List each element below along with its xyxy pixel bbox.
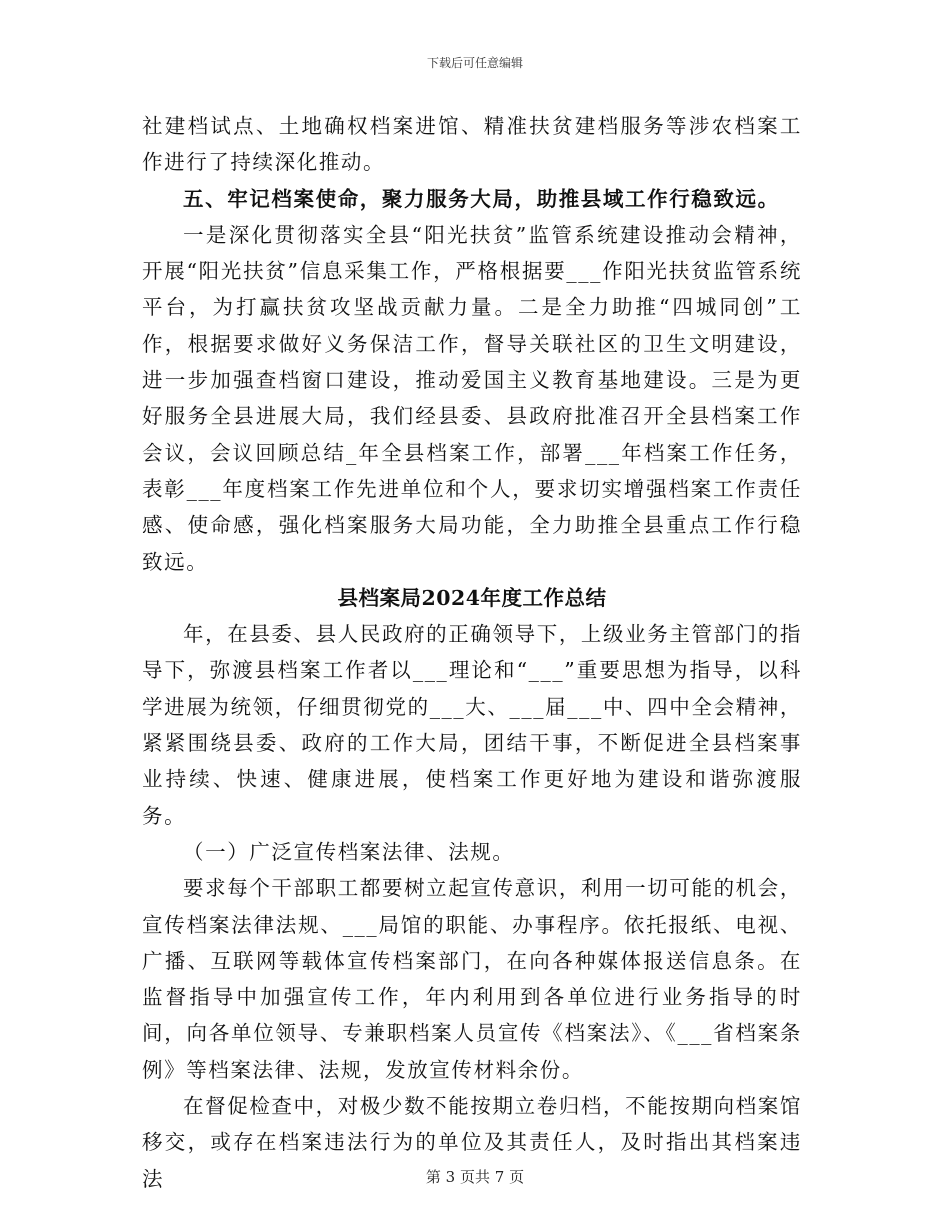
subsection-paragraph: 要求每个干部职工都要树立起宣传意识，利用一切可能的机会，宣传档案法律法规、___局馆的职能、办事程序。依托报纸、电视、广播、互联网等载体宣传档案部门，在向各种媒体报送信息条。在监督指导中加强宣传工作，年内利用到各单位进行业务指导的时间，向各单位领导、专兼职档案人员宣传《档案法》、《___省档案条例》等档案法律、法规，发放宣传材料余份。 [142,876,802,1082]
document-body [142,108,802,1197]
intro-paragraph: 年，在县委、县人民政府的正确领导下，上级业务主管部门的指导下，弥渡县档案工作者以___理论和“___”重要思想为指导，以科学进展为统领，仔细贯彻党的___大、___届___中、四中全会精神，紧紧围绕县委、政府的工作大局，团结干事，不断促进全县档案事业持续、快速、健康进展，使档案工作更好地为建设和谐弥渡服务。 [142,622,802,828]
page-footer: 第 3 页共 7 页 [425,1168,525,1186]
section-heading: 五、牢记档案使命，聚力服务大局，助推县域工作行稳致远。 [183,186,780,211]
continued-paragraph: 社建档试点、土地确权档案进馆、精准扶贫建档服务等涉农档案工作进行了持续深化推动。 [142,114,802,175]
document-title: 县档案局2024年度工作总结 [337,585,607,610]
section-paragraph: 一是深化贯彻落实全县“阳光扶贫”监管系统建设推动会精神，开展“阳光扶贫”信息采集工作，严格根据要___作阳光扶贫监管系统平台，为打赢扶贫攻坚战贡献力量。二是全力助推“四城同创”工作，根据要求做好义务保洁工作，督导关联社区的卫生文明建设，进一步加强查档窗口建设，推动爱国主义教育基地建设。三是为更好服务全县进展大局，我们经县委、县政府批准召开全县档案工作会议，会议回顾总结_年全县档案工作，部署___年档案工作任务，表彰___年度档案工作先进单位和个人，要求切实增强档案工作责任感、使命感，强化档案服务大局功能，全力助推全县重点工作行稳致远。 [142,222,802,574]
subsection-paragraph-continued: 在督促检查中，对极少数不能按期立卷归档，不能按期向档案馆移交，或存在档案违法行为的单位及其责任人，及时指出其档案违法 [142,1094,802,1191]
subsection-heading: （一）广泛宣传档案法律、法规。 [183,839,515,864]
page-header: 下载后可任意编辑 [426,56,523,70]
